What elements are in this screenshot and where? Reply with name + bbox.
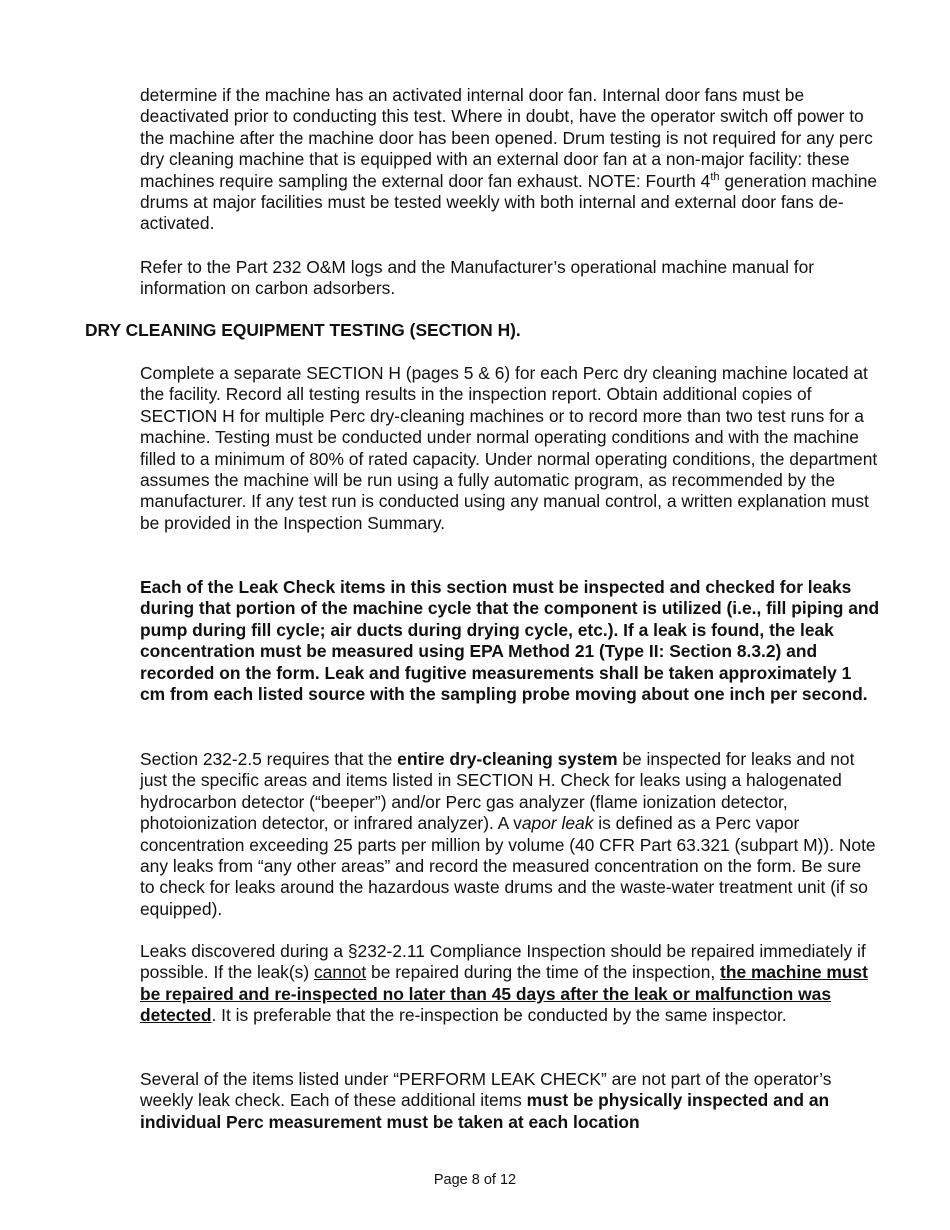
paragraph-section-h: Complete a separate SECTION H (pages 5 & 6) for each Perc dry cleaning machine located at the facility. Record all testing results in the inspection report. Obtain additional copies of SECTION H for multiple Perc dry-cleaning machines or to record more than two test runs for a machine. Testing must be conducted under normal operating conditions and with the machine filled to a minimum of 80% of rated capacity. Under normal operating conditions, the department assumes the machine will be run using a fully automatic program, as recommended by the manufacturer. If any test run is conducted using any manual control, a written explanation must be provided in the Inspection Summary. xyxy=(140,363,878,533)
superscript-th: th xyxy=(710,170,720,183)
paragraph-carbon-adsorbers: Refer to the Part 232 O&M logs and the Manufacturer’s operational machine manual for information on carbon adsorbers. xyxy=(140,257,815,299)
paragraph-entire-system: Section 232-2.5 requires that the entire dry-cleaning system be inspected for leaks and not just the specific areas and items listed in SECTION H. Check for leaks using a halogenated hydrocarbon detector (“beeper”) and/or Perc gas analyzer (flame ionization detector, photoionization detector, or infrared analyzer). A vapor leak is defined as a Perc vapor concentration exceeding 25 parts per million by volume (40 CFR Part 63.321 (subpart M)). Note any leaks from “any other areas” and record the measured concentration on the form. Be sure to check for leaks around the hazardous waste drums and the waste-water treatment unit (if so equipped). xyxy=(140,749,876,919)
paragraph-additional-items: Several of the items listed under “PERFORM LEAK CHECK” are not part of the operator’s weekly leak check. Each of these additional items must be physically inspected and an individual Perc measurement must be taken at each location xyxy=(140,1069,832,1132)
paragraph-leak-check-bold: Each of the Leak Check items in this section must be inspected and checked for leaks during that portion of the machine cycle that the component is utilized (i.e., fill piping and pump during fill cycle; air ducts during drying cycle, etc.). If a leak is found, the leak concentration must be measured using EPA Method 21 (Type II: Section 8.3.2) and recorded on the form. Leak and fugitive measurements shall be taken approximately 1 cm from each listed source with the sampling probe moving about one inch per second. xyxy=(140,577,880,705)
paragraph-leak-repair: Leaks discovered during a §232-2.11 Compliance Inspection should be repaired immediately if possible. If the leak(s) cannot be repaired during the time of the inspection, the machine must be repaired and re-inspected no later than 45 days after the leak or malfunction was detected. It is preferable that the re-inspection be conducted by the same inspector. xyxy=(140,941,868,1026)
paragraph-door-fan: determine if the machine has an activated internal door fan. Internal door fans must be deactivated prior to conducting this test. Where in doubt, have the operator switch off power to the machine after the machine door has been opened. Drum testing is not required for any perc dry cleaning machine that is equipped with an external door fan at a non-major facility: these machines require sampling the external door fan exhaust. NOTE: Fourth 4th generation machine drums at major facilities must be tested weekly with both internal and external door fans de-activated. xyxy=(140,85,878,234)
page-number: Page 8 of 12 xyxy=(433,1172,517,1188)
section-heading: DRY CLEANING EQUIPMENT TESTING (SECTION H). xyxy=(85,320,521,340)
